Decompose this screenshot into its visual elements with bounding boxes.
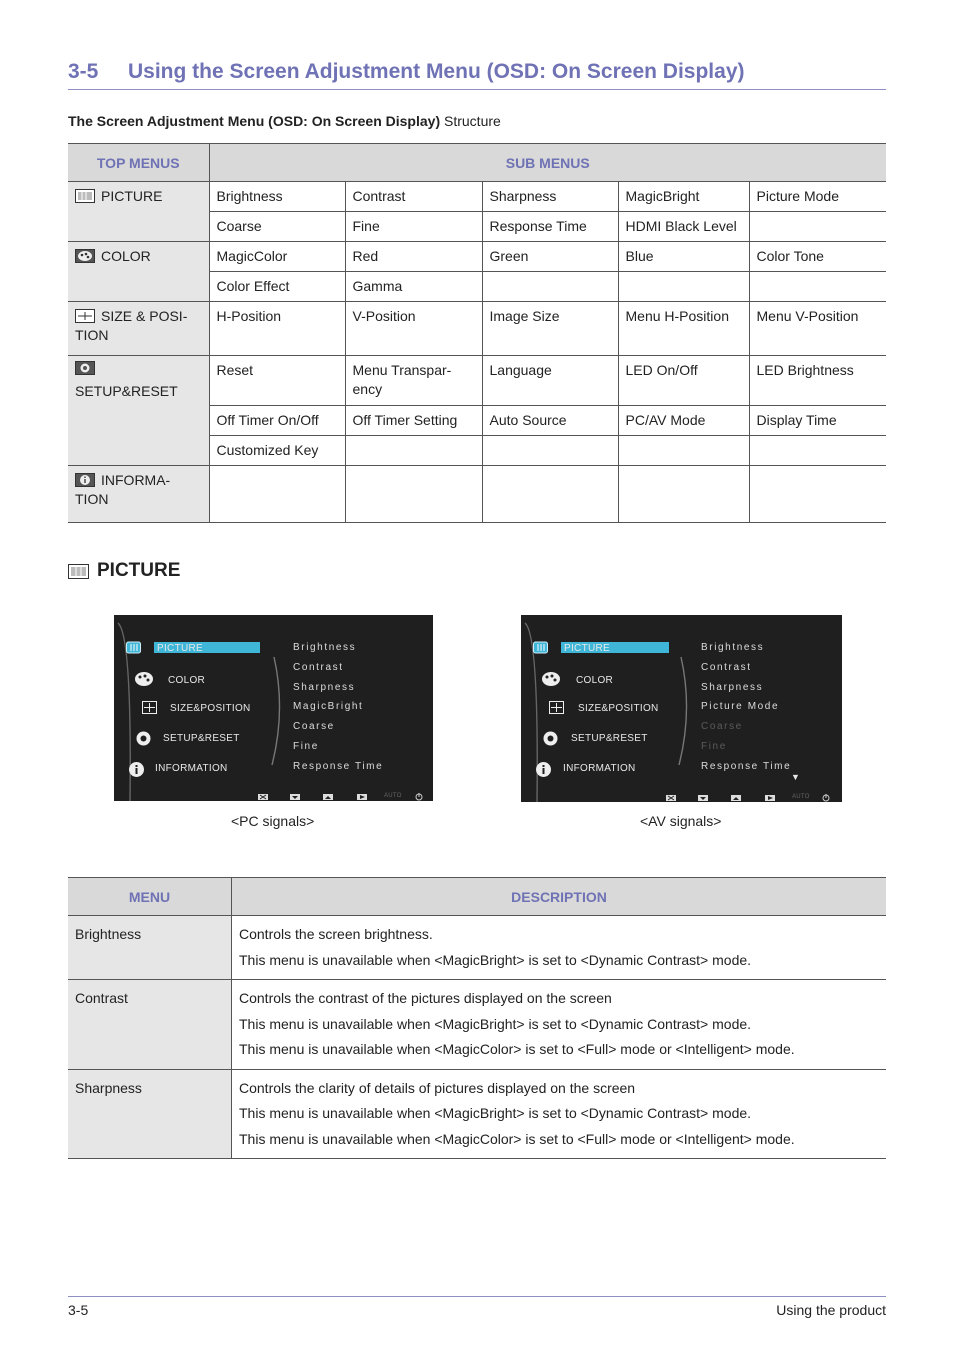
size-position-icon	[549, 700, 564, 715]
osd-button-bar	[256, 793, 431, 801]
osd-sub-contrast[interactable]: Contrast	[701, 662, 752, 673]
osd-sub-fine: Fine	[701, 741, 727, 752]
description-line: Controls the contrast of the pictures displayed on the screen	[239, 990, 612, 1006]
cell: Customized Key	[209, 436, 345, 466]
osd-sub-sharpness[interactable]: Sharpness	[701, 682, 764, 693]
osd-menu-item-size-position[interactable]: SIZE&POSITION	[170, 703, 251, 714]
picture-icon	[68, 564, 89, 579]
picture-icon	[75, 189, 95, 203]
osd-button-bar	[664, 794, 839, 802]
top-menu-label: SETUP&RESET	[75, 383, 178, 399]
description-cell	[232, 980, 887, 1070]
cell	[618, 466, 749, 523]
gear-icon	[135, 730, 152, 747]
cell: Response Time	[482, 212, 618, 242]
osd-menu-item-color[interactable]: COLOR	[576, 675, 614, 686]
page-footer	[68, 1296, 886, 1318]
top-menu-color	[68, 242, 209, 302]
top-menus-header: TOP MENUS	[68, 144, 209, 182]
top-menu-label-cont: TION	[75, 491, 109, 507]
osd-sub-brightness[interactable]: Brightness	[701, 642, 765, 653]
osd-screenshot-av	[521, 615, 842, 802]
cell	[345, 436, 482, 466]
top-menu-picture	[68, 182, 209, 242]
cell: Off Timer Setting	[345, 406, 482, 436]
osd-sub-sharpness[interactable]: Sharpness	[293, 682, 356, 693]
menu-cell: Sharpness	[68, 1069, 232, 1159]
structure-caption-bold: The Screen Adjustment Menu (OSD: On Screen Display)	[68, 113, 441, 129]
osd-menu-item-picture[interactable]: PICTURE	[157, 643, 203, 654]
top-menu-label: PICTURE	[101, 188, 163, 204]
table-row	[68, 1069, 886, 1159]
osd-sub-brightness[interactable]: Brightness	[293, 642, 357, 653]
osd-sub-picture-mode[interactable]: Picture Mode	[701, 701, 780, 712]
structure-caption-rest: Structure	[440, 113, 501, 129]
osd-sub-contrast[interactable]: Contrast	[293, 662, 344, 673]
cell	[749, 212, 886, 242]
gear-icon	[75, 361, 95, 375]
description-cell	[232, 916, 887, 980]
av-signals-caption: <AV signals>	[640, 813, 722, 829]
cell	[482, 272, 618, 302]
osd-sub-coarse: Coarse	[701, 721, 743, 732]
table-row	[68, 980, 886, 1070]
cell: Brightness	[209, 182, 345, 212]
cell: Menu H-Position	[618, 302, 749, 356]
gear-icon	[542, 730, 559, 747]
cell	[749, 466, 886, 523]
top-menu-label: COLOR	[101, 248, 151, 264]
section-heading	[68, 60, 886, 90]
info-icon	[535, 761, 552, 778]
section-number: 3-5	[68, 60, 99, 83]
cell	[482, 436, 618, 466]
top-menu-size-position	[68, 302, 209, 356]
description-line: This menu is unavailable when <MagicColor> is set to <Full> mode or <Intelligent> mode.	[239, 1130, 795, 1147]
cell: Picture Mode	[749, 182, 886, 212]
cell: Color Tone	[749, 242, 886, 272]
description-line: This menu is unavailable when <MagicColor> is set to <Full> mode or <Intelligent> mode.	[239, 1041, 795, 1057]
cell: Fine	[345, 212, 482, 242]
palette-icon	[541, 671, 561, 688]
osd-auto-label: AUTO	[792, 794, 810, 800]
structure-caption	[68, 113, 501, 129]
osd-menu-item-information[interactable]: INFORMATION	[155, 763, 228, 774]
top-menu-label: SIZE & POSI-	[101, 308, 188, 324]
sub-menus-header: SUB MENUS	[209, 144, 886, 182]
cell: Red	[345, 242, 482, 272]
cell: HDMI Black Level	[618, 212, 749, 242]
cell: Menu Transpar- ency	[345, 356, 482, 406]
cell: Language	[482, 356, 618, 406]
description-line: This menu is unavailable when <MagicBright> is set to <Dynamic Contrast> mode.	[239, 951, 752, 968]
description-header: DESCRIPTION	[232, 878, 887, 916]
cell: H-Position	[209, 302, 345, 356]
cell: Blue	[618, 242, 749, 272]
menu-structure-table	[68, 143, 886, 523]
picture-icon	[126, 640, 141, 655]
osd-auto-label: AUTO	[384, 793, 402, 799]
cell: MagicBright	[618, 182, 749, 212]
cell	[749, 436, 886, 466]
top-menu-label: INFORMA-	[101, 472, 171, 488]
cell: MagicColor	[209, 242, 345, 272]
palette-icon	[75, 249, 95, 263]
section-heading-text: PICTURE	[97, 560, 181, 581]
cell: LED On/Off	[618, 356, 749, 406]
osd-sub-coarse[interactable]: Coarse	[293, 721, 335, 732]
cell	[209, 466, 345, 523]
pc-signals-caption: <PC signals>	[231, 813, 315, 829]
cell: Image Size	[482, 302, 618, 356]
cell: Auto Source	[482, 406, 618, 436]
palette-icon	[134, 671, 154, 688]
cell: Reset	[209, 356, 345, 406]
size-position-icon	[142, 700, 157, 715]
description-cell	[232, 1069, 887, 1159]
chapter-name: Using the product	[776, 1302, 886, 1318]
info-icon	[128, 761, 145, 778]
osd-screenshot-pc	[114, 615, 433, 801]
cell	[618, 436, 749, 466]
description-line: Controls the clarity of details of pictures displayed on the screen	[239, 1079, 636, 1096]
cell	[749, 272, 886, 302]
menu-cell: Contrast	[68, 980, 232, 1070]
top-menu-information	[68, 466, 209, 523]
cell: LED Brightness	[749, 356, 886, 406]
osd-menu-item-size-position[interactable]: SIZE&POSITION	[578, 703, 659, 714]
cell	[345, 466, 482, 523]
menu-cell: Brightness	[68, 916, 232, 980]
cell: Color Effect	[209, 272, 345, 302]
description-table	[68, 877, 886, 1159]
description-line: Controls the screen brightness.	[239, 926, 433, 942]
description-line: This menu is unavailable when <MagicBright> is set to <Dynamic Contrast> mode.	[239, 1105, 752, 1121]
osd-sub-fine[interactable]: Fine	[293, 741, 319, 752]
osd-sub-response-time[interactable]: Response Time	[293, 761, 384, 772]
page-number: 3-5	[68, 1302, 89, 1318]
table-row	[68, 916, 886, 980]
description-line: This menu is unavailable when <MagicBright> is set to <Dynamic Contrast> mode.	[239, 1015, 752, 1032]
osd-menu-item-setup-reset[interactable]: SETUP&RESET	[163, 733, 240, 744]
picture-section-heading	[68, 560, 180, 582]
scroll-down-arrow-icon[interactable]: ▼	[791, 772, 801, 782]
top-menu-setup-reset	[68, 356, 209, 466]
picture-icon	[533, 640, 548, 655]
osd-menu-item-picture[interactable]: PICTURE	[564, 643, 610, 654]
cell: Menu V-Position	[749, 302, 886, 356]
cell: Off Timer On/Off	[209, 406, 345, 436]
osd-sub-magicbright[interactable]: MagicBright	[293, 701, 364, 712]
osd-menu-item-color[interactable]: COLOR	[168, 675, 206, 686]
cell	[618, 272, 749, 302]
top-menu-label-cont: TION	[75, 327, 109, 343]
section-title: Using the Screen Adjustment Menu (OSD: On Screen Display)	[128, 60, 745, 83]
cell	[482, 466, 618, 523]
menu-header: MENU	[68, 878, 232, 916]
cell: Green	[482, 242, 618, 272]
size-position-icon	[75, 309, 95, 323]
cell: Sharpness	[482, 182, 618, 212]
cell: Gamma	[345, 272, 482, 302]
osd-sub-response-time[interactable]: Response Time	[701, 761, 792, 772]
cell: Display Time	[749, 406, 886, 436]
cell: Contrast	[345, 182, 482, 212]
info-icon	[75, 473, 95, 487]
cell: PC/AV Mode	[618, 406, 749, 436]
osd-menu-item-setup-reset[interactable]: SETUP&RESET	[571, 733, 648, 744]
cell: Coarse	[209, 212, 345, 242]
osd-menu-item-information[interactable]: INFORMATION	[563, 763, 636, 774]
cell: V-Position	[345, 302, 482, 356]
